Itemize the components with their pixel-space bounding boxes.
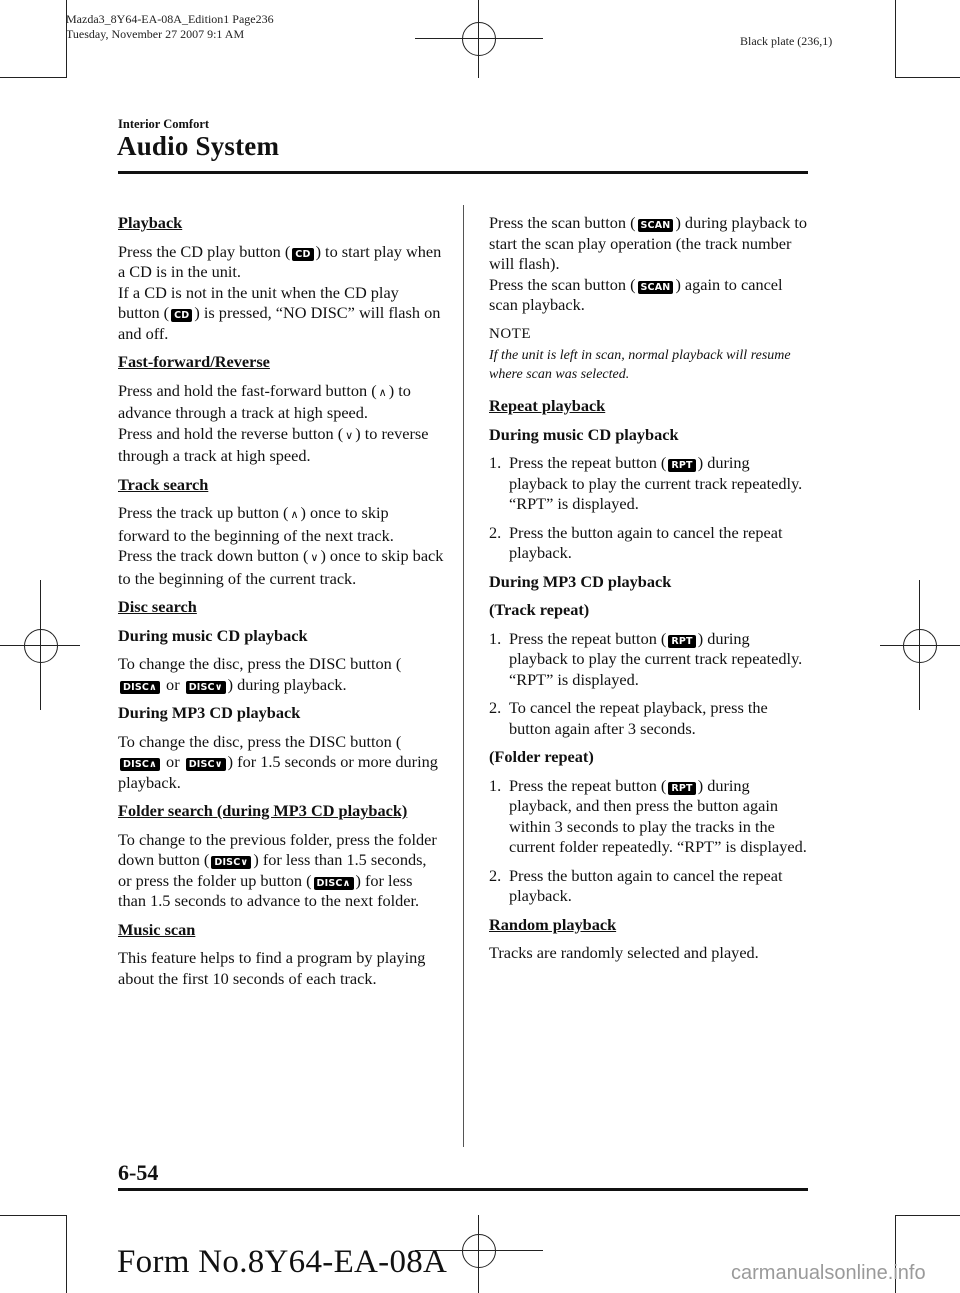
heading-music-scan: Music scan	[118, 919, 196, 939]
print-header	[66, 12, 274, 42]
form-number: Form No.8Y64-EA-08A	[117, 1244, 448, 1280]
crop-mark	[0, 77, 66, 78]
heading-repeat-playback: Repeat playback	[489, 396, 606, 415]
subheading: (Folder repeat)	[489, 747, 594, 766]
section-label: Interior Comfort	[118, 117, 210, 131]
numbered-list	[489, 629, 811, 740]
plate-label: Black plate (236,1)	[740, 34, 833, 48]
note-text: If the unit is left in scan, normal playback will resume where scan was selected.	[489, 348, 791, 382]
heading-disc-search: Disc search	[118, 597, 197, 616]
crop-mark	[895, 0, 896, 78]
subheading: During MP3 CD playback	[118, 703, 301, 722]
subheading: During MP3 CD playback	[489, 571, 672, 591]
list-item: 1. Press the repeat button ( RPT ) during playback to play the current track repeatedly. “RPT” is displayed.	[489, 453, 803, 513]
paragraph: To change the disc, press the DISC button (DISC∧ or DISC∨ ) for 1.5 seconds or more during playback.	[118, 731, 438, 792]
paragraph: Press the CD play button ( CD ) to start play when a CD is in the unit. If a CD is not in the unit when the CD play button ( CD ) is pressed, “NO DISC” will flash on and off.	[118, 241, 442, 343]
registration-target-icon	[462, 22, 496, 56]
paragraph: To change the disc, press the DISC button (DISC∧ or DISC∨ ) during playback.	[118, 654, 402, 694]
list-item: 2. To cancel the repeat playback, press the button again after 3 seconds.	[489, 698, 768, 738]
paragraph: Press the scan button ( SCAN ) during playback to start the scan play operation (the track number will flash). Press the scan button ( SCAN ) again to cancel scan playback.	[489, 213, 808, 314]
disc-up-button-icon: DISC∧	[120, 758, 160, 771]
left-column	[118, 213, 444, 997]
cd-button-icon: CD	[292, 248, 313, 261]
column-divider	[463, 205, 464, 1147]
subheading: During music CD playback	[489, 424, 679, 444]
numbered-list	[489, 776, 811, 907]
heading-playback: Playback	[118, 213, 183, 232]
subheading: During music CD playback	[118, 625, 308, 645]
scan-button-icon: SCAN	[638, 219, 674, 232]
disc-up-button-icon: DISC∧	[120, 681, 160, 694]
registration-target-icon	[903, 629, 937, 663]
heading-track-search: Track search	[118, 474, 209, 494]
crop-mark	[895, 77, 960, 78]
heading-folder-search: Folder search (during MP3 CD playback)	[118, 801, 408, 820]
disc-down-button-icon: DISC∨	[186, 758, 226, 771]
rpt-button-icon: RPT	[668, 782, 695, 795]
heading-fast-forward: Fast-forward/Reverse	[118, 352, 270, 371]
heading-random-playback: Random playback	[489, 914, 617, 934]
disc-up-button-icon: DISC∧	[314, 877, 354, 890]
paragraph: Press the track up button ( ∧ ) once to skip forward to the beginning of the next track. Press the track down button ( ∨ ) once to skip back to the beginning of the current track.	[118, 503, 444, 588]
date-line: Tuesday, November 27 2007 9:1 AM	[66, 27, 245, 41]
registration-target-icon	[24, 629, 58, 663]
list-item: 2. Press the button again to cancel the repeat playback.	[489, 522, 783, 562]
subheading: (Track repeat)	[489, 600, 590, 619]
paragraph: To change to the previous folder, press the folder down button ( DISC∨ ) for less than 1.5 seconds, or press the folder up button ( DISC∧ ) for less than 1.5 seconds to advance to the next folder.	[118, 829, 437, 910]
crop-mark	[0, 1215, 66, 1216]
list-item: 2. Press the button again to cancel the repeat playback.	[489, 865, 783, 905]
title-rule	[118, 171, 808, 174]
paragraph: This feature helps to find a program by playing about the first 10 seconds of each track.	[118, 948, 426, 988]
rpt-button-icon: RPT	[668, 459, 695, 472]
note-heading: NOTE	[489, 325, 531, 342]
cd-button-icon: CD	[171, 309, 192, 322]
footer-rule	[118, 1188, 808, 1191]
up-arrow-icon: ∧	[290, 508, 299, 521]
right-column	[489, 213, 811, 972]
down-arrow-icon: ∨	[345, 428, 354, 442]
rpt-button-icon: RPT	[668, 635, 695, 648]
file-line: Mazda3_8Y64-EA-08A_Edition1 Page236	[66, 12, 274, 26]
list-item: 1. Press the repeat button ( RPT ) during playback, and then press the button again within 3 seconds to play the tracks in the current folder repeatedly. “RPT” is displayed.	[489, 775, 807, 856]
disc-down-button-icon: DISC∨	[186, 681, 226, 694]
watermark: carmanualsonline.info	[731, 1262, 926, 1284]
disc-down-button-icon: DISC∨	[211, 856, 251, 869]
registration-target-icon	[462, 1234, 496, 1268]
page-title: Audio System	[117, 131, 280, 161]
up-arrow-icon: ∧	[378, 385, 387, 399]
paragraph: Press and hold the fast-forward button ( ∧ ) to advance through a track at high speed. Press and hold the reverse button ( ∨ ) to reverse through a track at high speed.	[118, 380, 429, 465]
scan-button-icon: SCAN	[638, 281, 674, 294]
crop-mark	[895, 1215, 960, 1216]
crop-mark	[66, 1215, 67, 1293]
numbered-list	[489, 453, 811, 564]
list-item: 1. Press the repeat button ( RPT ) during playback to play the current track repeatedly. “RPT” is displayed.	[489, 628, 803, 689]
down-arrow-icon: ∨	[310, 551, 319, 564]
paragraph: Tracks are randomly selected and played.	[489, 943, 759, 962]
page-number: 6-54	[118, 1160, 159, 1185]
